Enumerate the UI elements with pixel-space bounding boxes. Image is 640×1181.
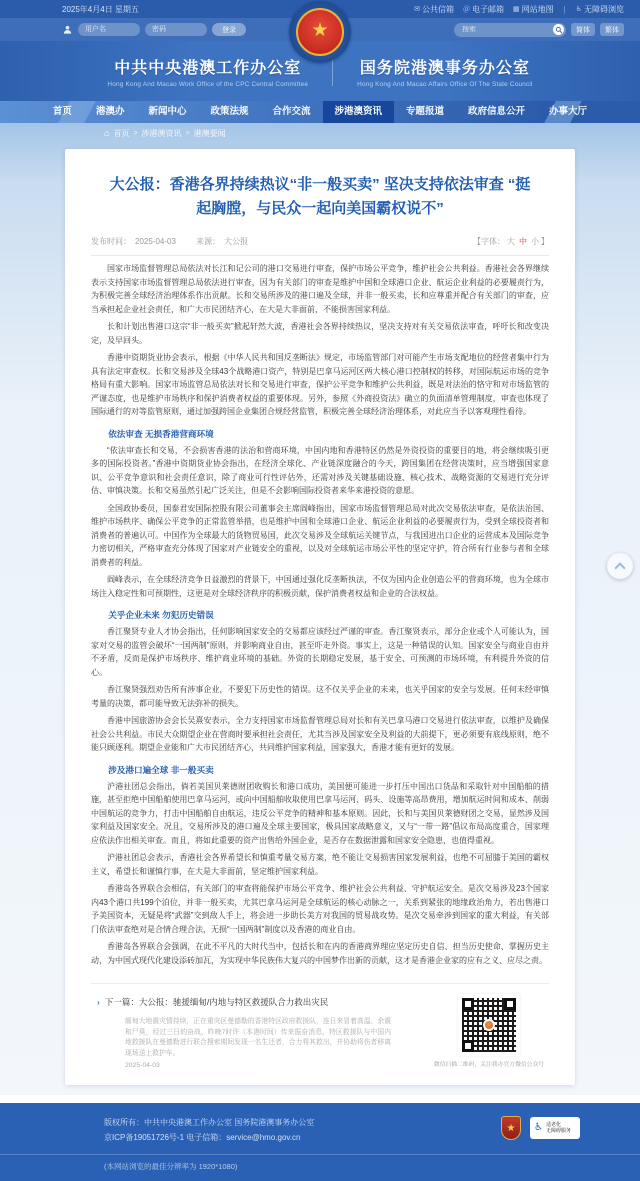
font-size-option[interactable]: 小 — [531, 237, 539, 246]
login-button[interactable]: 登录 — [212, 23, 246, 36]
email-icon: ＠ — [463, 6, 471, 13]
national-emblem — [289, 1, 351, 63]
search-area — [454, 23, 624, 37]
nav-item[interactable]: 港澳办 — [95, 106, 125, 117]
topbar-link-label: 公共信箱 — [422, 4, 455, 14]
search-input[interactable] — [462, 26, 553, 33]
accessibility-service-badge[interactable] — [530, 1117, 580, 1139]
access-badge-line2: 无障碍服务 — [545, 1128, 571, 1134]
source-value: 大公报 — [224, 237, 249, 246]
current-date: 2025年4月4日 星期五 — [62, 4, 139, 14]
topbar-link-label: 无障碍浏览 — [584, 4, 624, 14]
article-paragraph: 香港中资期货业协会表示，根据《中华人民共和国反垄断法》规定，市场监管部门对可能产生市场支配地位的经营者集中行为具有法定审查权。长和交易涉及全球43个战略港口资产，特别是巴拿马运河区两大核心港口控制权的转移，对国际航运市场的竞争格局有重大影响。国家市场监管总局依法对长和交易进行审查，保护公平竞争和维护公共利益，既是对法治的恪守和对市场监管的严谨态度，也是维护市场秩序和保护消费者权益的重要体现。另外，参照《外商投资法》确立的负面清单管理制度，审查也体现了国际通行的对等监管原则，通过加强跨国企业集团合规经营监管，积极完善全球经济治理体系，对此应当予以客观理性看待。 — [91, 353, 549, 416]
breadcrumb-separator: > — [185, 129, 190, 137]
home-icon: ⌂ — [104, 128, 110, 138]
topbar-link[interactable] — [414, 4, 454, 15]
org2-title: 国务院港澳事务办公室 — [359, 59, 530, 77]
chevron-right-icon: › — [97, 997, 100, 1007]
password-input[interactable] — [145, 23, 207, 36]
section-heading: 依法审查 无损香港营商环境 — [108, 428, 214, 439]
back-to-top-button[interactable] — [607, 553, 633, 579]
nav-item[interactable]: 首页 — [52, 106, 72, 117]
next-article-label: 下一篇： — [104, 997, 139, 1007]
icp-line: 京ICP备19051726号-1 电子信箱：service@hmo.gov.cn — [104, 1133, 301, 1142]
title-divider — [91, 255, 549, 256]
next-article-title: 大公报：驰援缅甸/内地与特区救援队合力救出灾民 — [138, 997, 329, 1007]
section-heading: 关乎企业未来 勿犯历史错误 — [108, 610, 214, 620]
username-input[interactable] — [78, 23, 140, 36]
article-paragraph: 香江聚贤专业人才协会指出，任何影响国家安全的交易都应该经过严谨的审查。香江聚贤表示，部分企业或个人可能认为，国家对交易的监管会破坏“一国两制”原则，并影响商业自由，甚至吓走外资。事实上，这是一种错误的认知。国家安全与商业自由并不矛盾，反而是保护市场秩序、维护商业环境的基础。外资的长期稳定发展，基于安全、可预测的市场环境，有利提升外资的信心。 — [91, 627, 549, 677]
nav-item[interactable]: 政策法规 — [210, 106, 249, 117]
breadcrumb-item[interactable]: 首页 — [113, 128, 130, 138]
login-area — [62, 23, 246, 36]
link-separator: | — [563, 4, 566, 14]
qr-eye — [504, 998, 516, 1010]
breadcrumb — [0, 123, 640, 143]
article-paragraph: 香港中国旅游协会会长吴熹安表示，全力支持国家市场监督管理总局对长和有关巴拿马港口交易进行依法审查，以维护及确保社会公共利益。市民大众期望企业在营商时要承担社会责任，尤其当涉及国家安全及利益的大前提下，更必须要有底线原则，绝不能只顾逐利。期望企业能和广大市民团结齐心，共同维护国家利益，国家强大，香港才能有更好的发展。 — [91, 716, 549, 752]
org1-subtitle: Hong Kong And Macao Work Office of the CPC Central Committee — [107, 80, 309, 88]
publish-time-label: 发布时间： — [91, 237, 131, 246]
sitemap-icon: ▦ — [513, 6, 520, 13]
font-size-suffix: 】 — [541, 237, 549, 246]
access-badge-line1: 适老化 — [545, 1122, 561, 1128]
resolution-note: (本网站浏览的最佳分辨率为 1920*1080) — [0, 1154, 640, 1181]
next-article-summary: 缅甸大地震灾情持续，正在重灾区曼德勒的香港特区政府救援队，连日来冒着高温、余震和尸臭，经过三日的奋战，昨晚7时许（本港时间）传来振奋消息，特区救援队与中国内地救援队在曼德勒进行联合搜索期间发现一名生还者，合力将其救出，并协助将伤者移离现场送上救护车。 — [125, 1018, 391, 1057]
simplified-chinese-button[interactable]: 简体 — [571, 23, 595, 36]
article-meta-row — [91, 236, 549, 247]
article-paragraph: 沪港社团总会指出，倘若美国贝莱德财团收购长和港口成功，美国便可能进一步打压中国出口货品和采取针对中国船舶的措施，甚至拒绝中国船舶使用巴拿马运河，或向中国船舶收取使用巴拿马运河、码头、设施等高昂费用，增加航运时间和成本、削弱中国航运的竞争力，打击中国船舶自由航运，违反公平竞争的精神和基本原则。因此，长和与美国贝莱德财团之交易，显然涉及国家利益及国家安全。况且，交易所涉及的港口遍及全球主要国家，极具国家战略意义，又与“一带一路”倡议布局高度重合，国家理应依法作出相关审查。而且，将如此重要的资产出售给外国企业，是否存在数据泄露和国家安全隐患，也值得重视。 — [91, 781, 549, 845]
nav-item[interactable]: 合作交流 — [272, 106, 311, 117]
font-size-prefix: 【字体： — [473, 237, 505, 246]
footer-divider — [91, 983, 549, 984]
user-icon — [62, 24, 73, 35]
wechat-logo-icon — [483, 1019, 495, 1031]
main-nav — [0, 101, 640, 123]
article-paragraph: 香港岛各界联合会强调，在此不平凡的大时代当中，包括长和在内的香港商界理应坚定历史自信、担当历史使命、掌握历史主动，为中国式现代化建设添砖加瓦，为实现中华民族伟大复兴的中国梦作出新的贡献，这才是香港企业家的应有之义、应尽之责。 — [91, 942, 549, 965]
org1-title: 中共中央港澳工作办公室 — [114, 59, 302, 77]
qr-code — [462, 998, 516, 1052]
font-size-option[interactable]: 中 — [519, 237, 527, 246]
font-size-option[interactable]: 大 — [507, 237, 515, 246]
article-paragraph: “依法审查长和交易，不会损害香港的法治和营商环境，中国内地和香港特区仍然是外资投资的重要目的地，将会继续吸引更多的国际投资者。”香港中资期货业协会指出，在经济全球化、产业链深度融合的今天，跨国集团在经营决策时，应当增强国家意识、公平竞争意识和社会责任意识，除了商业可行性评估外，还需对涉及关键基础设施、核心技术、战略资源的交易进行充分评估、审慎决策。长和交易虽然引起广泛关注，但是不会影响国际投资者来华来港投资的意愿。 — [91, 445, 549, 495]
footer — [0, 1103, 640, 1181]
next-article-section — [91, 996, 549, 1069]
footer-badges — [501, 1116, 580, 1140]
article-meta — [91, 236, 252, 247]
government-emblem-badge[interactable]: ★ — [501, 1116, 521, 1140]
article-card — [65, 149, 575, 1085]
content-background — [0, 123, 640, 1095]
qr-caption: 微信扫描二维码，关注我办官方微信公众号 — [433, 1062, 545, 1068]
utility-links — [414, 4, 624, 15]
qr-eye — [462, 998, 474, 1010]
article-paragraph: 全国政协委员，国泰君安国际控股有限公司董事会主席阎峰指出，国家市场监督管理总局对此次交易依法审查，是依法治国、维护市场秩序、确保公平竞争的正常监管举措，也是维护中国和全球港口企业、航运企业利益的必要履责行为，受到全球投资者和消费者的普遍认可。中国作为全球最大的货物贸易国，此次交易涉及全球航运关键节点，与我国进出口企业的运营成本及国际竞争力密切相关，严格审查充分体现了国家对产业链安全的重视，以及对全球航运市场公平性的坚定守护，符合所有行业参与者和全球消费者的利益。 — [91, 503, 549, 567]
accessibility-icon: ♿ — [575, 6, 582, 13]
publish-date: 2025-04-03 — [135, 237, 176, 246]
footer-text-block — [104, 1115, 314, 1145]
article-title: 大公报：香港各界持续热议“非一般买卖” 坚决支持依法审查 “挺起胸膛，与民众一起向美国霸权说不” — [109, 176, 531, 217]
search-box — [454, 23, 566, 37]
nav-item[interactable]: 办事大厅 — [549, 106, 588, 117]
nav-item[interactable]: 专题报道 — [406, 106, 445, 117]
article-paragraph: 沪港社团总会表示，香港社会各界希望长和慎重考量交易方案，绝不能让交易损害国家发展利益，也绝不可屈膝于美国的霸权主义，希望长和谨慎行事，在大是大非面前，坚定维护国家利益。 — [91, 853, 549, 876]
wheelchair-icon: ♿ — [534, 1122, 543, 1133]
topbar-link[interactable] — [576, 4, 624, 15]
article-paragraph: 阎峰表示，在全球经济竞争日益激烈的背景下，中国通过强化反垄断执法，不仅为国内企业创造公平的营商环境，也为全球市场注入稳定性和可预期性，这更是对全球经济秩序的积极贡献，保护消费者权益和企业的合法权益。 — [91, 575, 549, 598]
wechat-qr-block — [429, 996, 549, 1069]
article-paragraph: 香港岛各界联合会相信，有关部门的审查将能保护市场公平竞争、维护社会公共利益、守护航运安全。是次交易涉及23个国家内43个港口共199个泊位，并非一般买卖，尤其巴拿马运河是全球航运的核心动脉之一，关系到紧张的地缘政治角力，若出售港口予美国资本，无疑是将“武器”交到敌人手上，将会进一步助长美方对我国的贸易战攻势。是次交易牵涉到国家的重大利益，有关部门依法审查绝对是合情合理合法，无损“一国两制”制度以及香港的商业自由。 — [91, 884, 549, 934]
copyright-line: 版权所有：中共中央港澳工作办公室 国务院港澳事务办公室 — [104, 1118, 315, 1127]
article-body — [91, 262, 549, 967]
section-heading: 涉及港口遍全球 非一般买卖 — [108, 764, 214, 775]
masthead-divider — [332, 56, 333, 86]
source-label: 来源： — [196, 237, 221, 246]
emblem-circle — [296, 8, 344, 56]
traditional-chinese-button[interactable]: 繁体 — [600, 23, 624, 36]
nav-item[interactable]: 新闻中心 — [148, 106, 187, 117]
next-article-block — [91, 996, 429, 1069]
topbar-link[interactable] — [463, 4, 504, 15]
breadcrumb-item[interactable]: 涉港澳资讯 — [141, 128, 182, 138]
topbar-link[interactable] — [513, 4, 554, 15]
org-state-council-office — [357, 55, 532, 88]
article-paragraph: 长和计划出售港口这宗“非一般买卖”掀起轩然大波，香港社会各界持续热议，坚决支持对有关交易依法审查，呼吁长和改变决定，及早回头。 — [91, 322, 549, 345]
public-mailbox-icon: ✉ — [414, 6, 421, 13]
org2-subtitle: Hong Kong And Macao Affairs Office Of The State Council — [357, 80, 533, 88]
article-paragraph: 国家市场监督管理总局依法对长江和记公司的港口交易进行审查，保护市场公平竞争，维护社会公共利益。香港社会各界继续表示支持国家市场监督管理总局依法进行审查，因为有关部门的审查是维护中国和全球港口企业、航运企业利益的必要履责行为，为积极完善全球经济治理体系作出贡献。长和交易所涉及的港口遍及全球，并非一般买卖，长和应尊重并配合有关部门的审查，应当承担起企业社会责任，和广大市民团结齐心，在大是大非面前，不能损害国家利益。 — [91, 264, 549, 314]
topbar-link-label: 电子邮箱 — [472, 4, 505, 14]
chevron-up-icon — [614, 562, 625, 573]
search-icon[interactable] — [553, 24, 564, 35]
nav-item[interactable]: 涉港澳资讯 — [323, 101, 395, 123]
star-icon: ★ — [311, 20, 329, 41]
org-cpc-office — [107, 55, 308, 88]
topbar-link-label: 网站地图 — [521, 4, 554, 14]
next-article-link[interactable] — [97, 996, 429, 1008]
nav-item[interactable]: 政府信息公开 — [468, 106, 526, 117]
breadcrumb-item: 港澳要闻 — [193, 128, 226, 138]
font-size-control — [473, 236, 549, 247]
article-paragraph: 香江聚贤强烈劝告所有涉事企业，不要犯下历史性的错误。这不仅关乎企业的未来，也关乎国家的安全与发展。任何未经审慎考量的决策，都可能导致无法弥补的损失。 — [91, 685, 549, 708]
breadcrumb-separator: > — [133, 129, 138, 137]
qr-eye — [462, 1040, 474, 1052]
next-article-date: 2025-04-03 — [125, 1062, 160, 1069]
